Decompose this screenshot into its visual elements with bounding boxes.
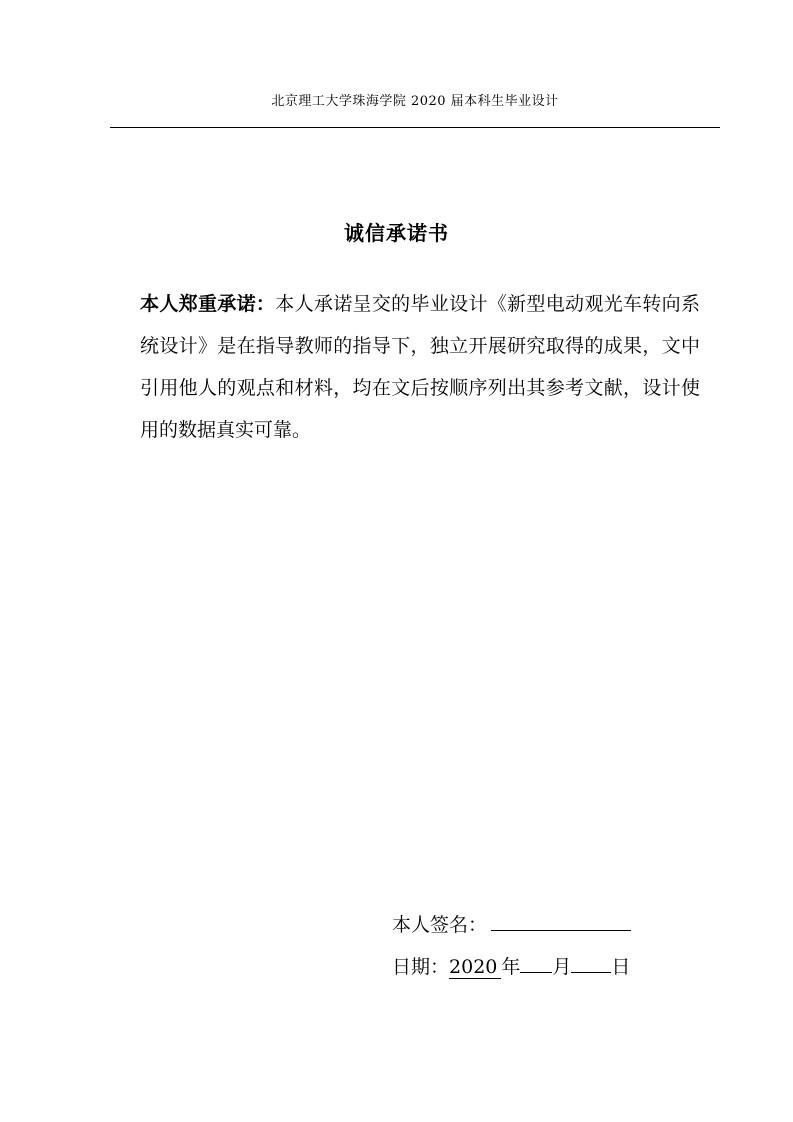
date-year[interactable]: 2020 [449, 956, 501, 979]
document-title: 诚信承诺书 [344, 221, 449, 245]
pledge-lead: 本人郑重承诺： [140, 293, 276, 315]
date-year-unit: 年 [501, 956, 521, 978]
page-header: 北京理工大学珠海学院 2020 届本科生毕业设计 [271, 94, 559, 109]
pledge-body: 本人承诺呈交的毕业设计《新型电动观光车转向系统设计》是在指导教师的指导下，独立开展研究取得的成果，文中引用他人的观点和材料，均在文后按顺序列出其参考文献，设计使用的数据真实可靠。 [140, 293, 700, 441]
date-day-unit: 日 [611, 956, 631, 978]
signature-label: 本人签名： [392, 914, 488, 936]
date-day-field[interactable] [571, 954, 611, 973]
signature-block [392, 904, 631, 988]
pledge-paragraph [140, 283, 700, 451]
date-month-field[interactable] [520, 954, 552, 973]
date-month-unit: 月 [552, 956, 572, 978]
header-divider [110, 127, 720, 128]
signature-field[interactable] [491, 912, 631, 931]
date-row [392, 946, 631, 988]
date-label: 日期： [392, 956, 450, 978]
signature-row [392, 904, 631, 946]
